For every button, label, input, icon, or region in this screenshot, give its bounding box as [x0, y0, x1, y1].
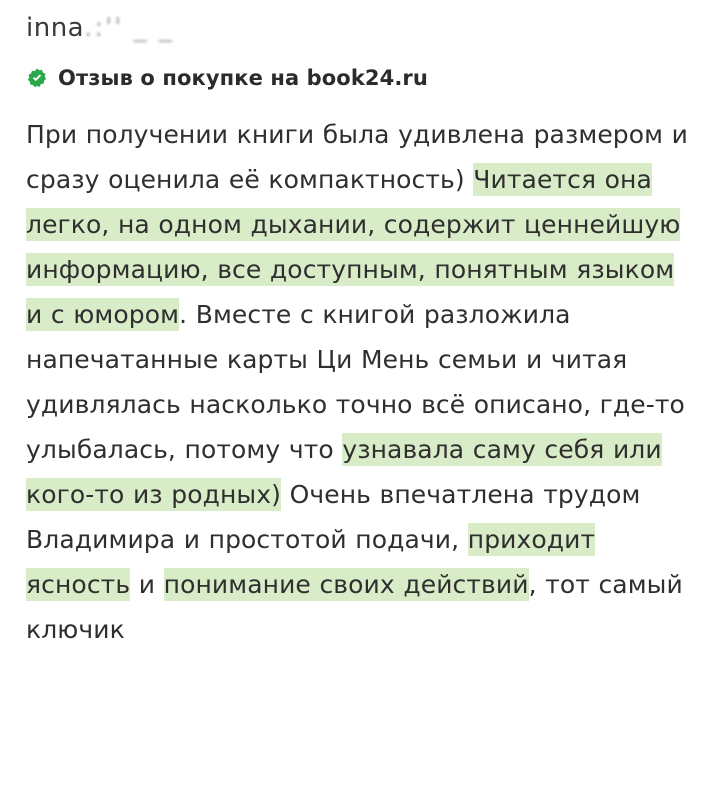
review-plain-run: , тот самый ключик: [26, 570, 683, 644]
review-text: [26, 112, 693, 652]
review-highlight-run: приходит ясность: [26, 525, 596, 599]
review-plain-run: и: [130, 570, 164, 599]
review-plain-run: Очень впечатлена трудом Владимира и простотой подачи,: [26, 480, 641, 554]
review-highlight-run: понимание своих действий: [163, 570, 529, 599]
author-username-visible: inna: [26, 14, 85, 43]
review-highlight-run: Читается она легко, на одном дыхании, содержит ценнейшую информацию, все доступным, понятным языком и с юмором: [26, 165, 681, 329]
verified-purchase-row: [26, 66, 693, 90]
review-highlight-run: узнавала саму себя или кого-то из родных): [26, 435, 662, 509]
author-username-obscured: .:'' _ _: [84, 14, 174, 43]
verified-check-icon: [26, 67, 48, 89]
verified-purchase-label: Отзыв о покупке на book24.ru: [58, 66, 428, 90]
author-username: [26, 14, 693, 52]
review-plain-run: При получении книги была удивлена размером и сразу оценила её компактность): [26, 120, 689, 194]
review-plain-run: . Вместе с книгой разложила напечатанные карты Ци Мень семьи и читая удивлялась насколько точно всё описано, где-то улыбалась, потому что: [26, 300, 685, 464]
